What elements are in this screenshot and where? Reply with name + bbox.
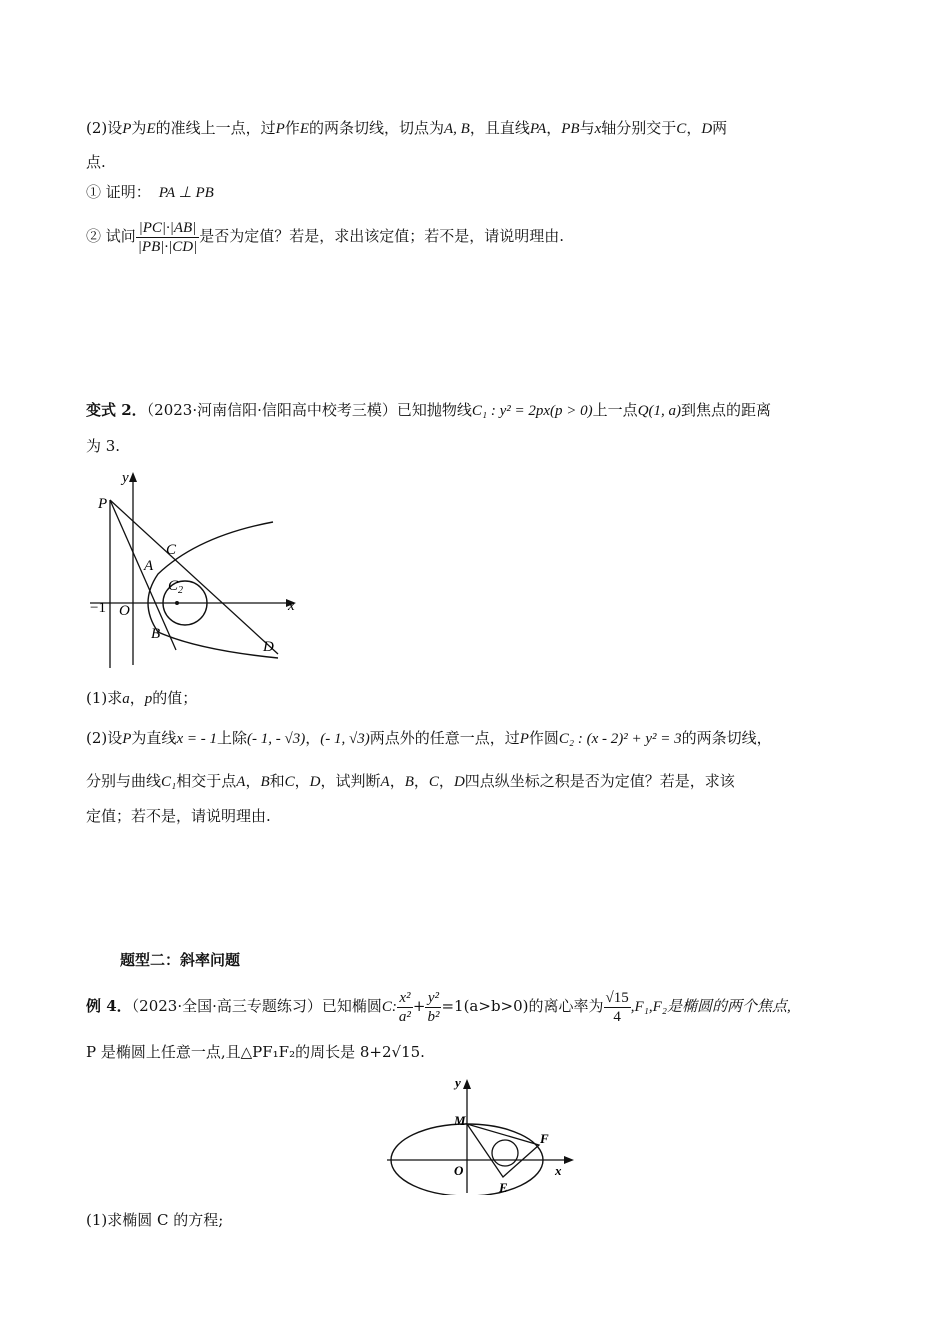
variant-2-line-1: 变式 2．（2023·河南信阳·信阳高中校考三模）已知抛物线C₁ : y² = 2px(p > 0)上一点Q(1, a)到焦点的距离 — [86, 401, 772, 419]
variant-2-question-2-line-1: (2)设P为直线x = - 1上除(- 1, - √3)，(- 1, √3)两点外的任意一点，过P作圆C₂ : (x - 2)² + y² = 3的两条切线， — [86, 729, 772, 747]
tangent-line-pb — [110, 500, 176, 650]
variant-2-question-1: (1)求a，p的值； — [86, 689, 198, 707]
variant-2-line-2: 为 3. — [86, 437, 121, 455]
example-4-line-1: 例 4．（2023·全国·高三专题练习）已知椭圆C: $\frac{\text{x²}}{\text{a²}}$ + $\frac{\text{y²}}{\text{b²}}$ =1(a>b>0)的离心率为 $\frac{√15}{4}$ ,F₁,F₂是椭圆的两个焦点, — [86, 989, 791, 1025]
question-2-line-1: (2)设P为E的准线上一点，过P作E的两条切线，切点为A, B，且直线PA，PB与x轴分别交于C，D两 — [86, 119, 728, 137]
sub-question-1: ① 证明： PA ⊥ PB — [86, 183, 214, 201]
label-e: E — [499, 1180, 508, 1195]
sub-question-2: ② 试问 $\frac{|PC|\cdot|AB|}{|PB|\cdot|CD|}$ 是否为定值？若是，求出该定值；若不是，请说明理由. — [86, 219, 564, 255]
label-x: x — [288, 598, 295, 614]
label-y: y — [122, 470, 129, 486]
y-axis-arrow — [463, 1079, 471, 1089]
label-minus-1: −1 — [90, 600, 106, 616]
example-4-question-1: (1)求椭圆 C 的方程; — [86, 1211, 224, 1229]
center-point — [175, 601, 179, 605]
label-y: y — [455, 1075, 461, 1090]
label-d: D — [263, 639, 274, 655]
inscribed-circle — [492, 1140, 518, 1166]
example-4-line-2: P 是椭圆上任意一点,且△PF₁F₂的周长是 8+2√15. — [86, 1043, 425, 1061]
section-heading: 题型二：斜率问题 — [120, 951, 241, 969]
x-axis-arrow — [564, 1156, 574, 1164]
label-o: O — [454, 1163, 464, 1178]
ellipse-figure — [382, 1075, 582, 1195]
variant-2-question-2-line-3: 定值；若不是，请说明理由. — [86, 807, 271, 825]
label-p: P — [98, 496, 108, 512]
question-2-line-2: 点. — [86, 153, 106, 171]
ratio-fraction: $\frac{|PC|\cdot|AB|}{|PB|\cdot|CD|}$ — [137, 219, 198, 255]
parabola-figure — [88, 470, 318, 670]
label-m: M — [454, 1113, 466, 1128]
label-x: x — [555, 1163, 562, 1178]
label-f: F — [540, 1131, 549, 1146]
tangent-line-pd — [110, 500, 278, 654]
label-c2: $C_2$ — [168, 578, 184, 596]
label-a: A — [144, 558, 154, 574]
label-c: C — [166, 542, 177, 558]
variant-2-question-2-line-2: 分别与曲线C₁相交于点A，B和C，D，试判断A，B，C，D四点纵坐标之积是否为定值？若是，求该 — [86, 772, 735, 790]
label-b: B — [151, 626, 161, 642]
y-axis-arrow — [129, 472, 137, 482]
label-o: O — [119, 603, 130, 619]
triangle-mef — [467, 1124, 539, 1177]
